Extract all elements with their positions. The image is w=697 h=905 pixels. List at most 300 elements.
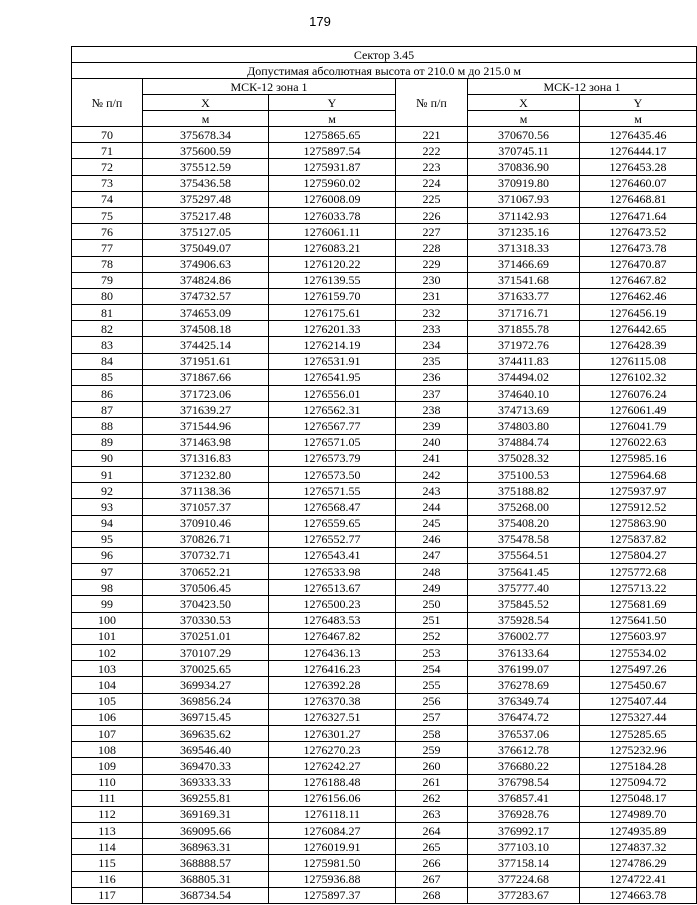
cell-num-right: 229 bbox=[396, 256, 468, 272]
table-row bbox=[72, 645, 697, 661]
cell-y-right: 1275094.72 bbox=[580, 774, 697, 790]
table-row bbox=[72, 677, 697, 693]
cell-x-left: 374824.86 bbox=[143, 272, 269, 288]
table-row bbox=[72, 742, 697, 758]
cell-y-left: 1275931.87 bbox=[269, 159, 396, 175]
cell-x-right: 375100.53 bbox=[468, 466, 580, 482]
cell-x-left: 371544.96 bbox=[143, 418, 269, 434]
cell-num-right: 251 bbox=[396, 612, 468, 628]
cell-x-left: 369856.24 bbox=[143, 693, 269, 709]
cell-y-right: 1276076.24 bbox=[580, 386, 697, 402]
cell-y-left: 1276033.78 bbox=[269, 207, 396, 223]
cell-num-left: 102 bbox=[72, 645, 143, 661]
cell-num-left: 94 bbox=[72, 515, 143, 531]
cell-y-right: 1276470.87 bbox=[580, 256, 697, 272]
cell-num-left: 73 bbox=[72, 175, 143, 191]
table-row bbox=[72, 871, 697, 887]
table-row bbox=[72, 337, 697, 353]
table-row bbox=[72, 790, 697, 806]
cell-num-left: 96 bbox=[72, 547, 143, 563]
cell-y-right: 1276041.79 bbox=[580, 418, 697, 434]
cell-y-right: 1275048.17 bbox=[580, 790, 697, 806]
cell-x-left: 371316.83 bbox=[143, 450, 269, 466]
cell-y-left: 1276008.09 bbox=[269, 191, 396, 207]
cell-y-right: 1275912.52 bbox=[580, 499, 697, 515]
cell-num-right: 240 bbox=[396, 434, 468, 450]
cell-x-left: 368734.54 bbox=[143, 887, 269, 903]
cell-y-left: 1275897.54 bbox=[269, 143, 396, 159]
cell-y-left: 1276175.61 bbox=[269, 305, 396, 321]
cell-num-right: 234 bbox=[396, 337, 468, 353]
table-row bbox=[72, 240, 697, 256]
cell-y-right: 1275184.28 bbox=[580, 758, 697, 774]
cell-x-left: 370652.21 bbox=[143, 564, 269, 580]
cell-x-right: 377283.67 bbox=[468, 887, 580, 903]
cell-num-right: 253 bbox=[396, 645, 468, 661]
cell-num-left: 90 bbox=[72, 450, 143, 466]
table-row bbox=[72, 580, 697, 596]
cell-y-left: 1276559.65 bbox=[269, 515, 396, 531]
cell-num-left: 111 bbox=[72, 790, 143, 806]
cell-num-right: 250 bbox=[396, 596, 468, 612]
cell-num-right: 248 bbox=[396, 564, 468, 580]
cell-num-right: 268 bbox=[396, 887, 468, 903]
cell-x-right: 370670.56 bbox=[468, 127, 580, 143]
cell-y-right: 1275407.44 bbox=[580, 693, 697, 709]
col-y-right: Y bbox=[580, 95, 697, 111]
cell-num-right: 241 bbox=[396, 450, 468, 466]
cell-y-right: 1276460.07 bbox=[580, 175, 697, 191]
cell-x-left: 371723.06 bbox=[143, 386, 269, 402]
cell-y-right: 1276473.52 bbox=[580, 224, 697, 240]
cell-y-left: 1275981.50 bbox=[269, 855, 396, 871]
cell-num-left: 106 bbox=[72, 709, 143, 725]
cell-num-right: 252 bbox=[396, 628, 468, 644]
cell-num-left: 72 bbox=[72, 159, 143, 175]
cell-y-left: 1276139.55 bbox=[269, 272, 396, 288]
table-row bbox=[72, 159, 697, 175]
cell-num-right: 232 bbox=[396, 305, 468, 321]
table-row bbox=[72, 531, 697, 547]
cell-num-left: 110 bbox=[72, 774, 143, 790]
cell-y-left: 1276500.23 bbox=[269, 596, 396, 612]
table-row bbox=[72, 839, 697, 855]
table-row bbox=[72, 887, 697, 903]
table-row bbox=[72, 143, 697, 159]
cell-num-left: 79 bbox=[72, 272, 143, 288]
cell-y-right: 1276115.08 bbox=[580, 353, 697, 369]
cell-num-right: 228 bbox=[396, 240, 468, 256]
table-row bbox=[72, 256, 697, 272]
cell-x-left: 369255.81 bbox=[143, 790, 269, 806]
cell-y-left: 1276513.67 bbox=[269, 580, 396, 596]
cell-y-left: 1276531.91 bbox=[269, 353, 396, 369]
table-row bbox=[72, 661, 697, 677]
cell-num-left: 100 bbox=[72, 612, 143, 628]
cell-num-left: 75 bbox=[72, 207, 143, 223]
cell-x-left: 369169.31 bbox=[143, 806, 269, 822]
cell-y-right: 1275964.68 bbox=[580, 466, 697, 482]
cell-y-left: 1276370.38 bbox=[269, 693, 396, 709]
cell-num-left: 107 bbox=[72, 725, 143, 741]
cell-num-right: 246 bbox=[396, 531, 468, 547]
unit-x-right: м bbox=[468, 111, 580, 127]
cell-y-left: 1276188.48 bbox=[269, 774, 396, 790]
cell-x-left: 371951.61 bbox=[143, 353, 269, 369]
cell-num-right: 230 bbox=[396, 272, 468, 288]
cell-num-right: 223 bbox=[396, 159, 468, 175]
cell-y-left: 1276533.98 bbox=[269, 564, 396, 580]
cell-x-left: 375217.48 bbox=[143, 207, 269, 223]
cell-y-right: 1274837.32 bbox=[580, 839, 697, 855]
cell-x-left: 370251.01 bbox=[143, 628, 269, 644]
cell-x-left: 371639.27 bbox=[143, 402, 269, 418]
cell-num-left: 70 bbox=[72, 127, 143, 143]
cell-y-left: 1276214.19 bbox=[269, 337, 396, 353]
cell-x-right: 371972.76 bbox=[468, 337, 580, 353]
sector-title: Сектор 3.45 bbox=[72, 47, 697, 63]
cell-y-right: 1276453.28 bbox=[580, 159, 697, 175]
cell-x-right: 375845.52 bbox=[468, 596, 580, 612]
cell-num-left: 91 bbox=[72, 466, 143, 482]
cell-y-left: 1276270.23 bbox=[269, 742, 396, 758]
table-row bbox=[72, 693, 697, 709]
cell-x-right: 375564.51 bbox=[468, 547, 580, 563]
col-x-right: X bbox=[468, 95, 580, 111]
cell-num-right: 259 bbox=[396, 742, 468, 758]
cell-x-right: 375641.45 bbox=[468, 564, 580, 580]
cell-num-left: 86 bbox=[72, 386, 143, 402]
cell-x-right: 375408.20 bbox=[468, 515, 580, 531]
cell-num-right: 227 bbox=[396, 224, 468, 240]
cell-x-right: 371716.71 bbox=[468, 305, 580, 321]
table-row bbox=[72, 758, 697, 774]
cell-y-left: 1275897.37 bbox=[269, 887, 396, 903]
cell-x-left: 369715.45 bbox=[143, 709, 269, 725]
cell-x-right: 374803.80 bbox=[468, 418, 580, 434]
cell-y-left: 1276573.79 bbox=[269, 450, 396, 466]
cell-x-left: 375678.34 bbox=[143, 127, 269, 143]
cell-num-left: 113 bbox=[72, 823, 143, 839]
cell-y-right: 1274989.70 bbox=[580, 806, 697, 822]
cell-x-right: 376133.64 bbox=[468, 645, 580, 661]
table-row bbox=[72, 483, 697, 499]
cell-num-left: 109 bbox=[72, 758, 143, 774]
cell-y-right: 1276456.19 bbox=[580, 305, 697, 321]
cell-y-left: 1276416.23 bbox=[269, 661, 396, 677]
cell-num-right: 233 bbox=[396, 321, 468, 337]
cell-y-right: 1274786.29 bbox=[580, 855, 697, 871]
cell-y-right: 1276462.46 bbox=[580, 288, 697, 304]
cell-x-right: 375188.82 bbox=[468, 483, 580, 499]
cell-num-left: 99 bbox=[72, 596, 143, 612]
cell-y-left: 1276120.22 bbox=[269, 256, 396, 272]
cell-num-right: 238 bbox=[396, 402, 468, 418]
cell-x-right: 377103.10 bbox=[468, 839, 580, 855]
cell-y-right: 1274663.78 bbox=[580, 887, 697, 903]
cell-num-left: 115 bbox=[72, 855, 143, 871]
cell-num-right: 255 bbox=[396, 677, 468, 693]
cell-num-left: 108 bbox=[72, 742, 143, 758]
cell-x-left: 370025.65 bbox=[143, 661, 269, 677]
table-row bbox=[72, 402, 697, 418]
cell-y-left: 1276567.77 bbox=[269, 418, 396, 434]
table-row bbox=[72, 806, 697, 822]
col-y-left: Y bbox=[269, 95, 396, 111]
table-row bbox=[72, 499, 697, 515]
cell-x-right: 374713.69 bbox=[468, 402, 580, 418]
cell-num-left: 80 bbox=[72, 288, 143, 304]
cell-num-left: 95 bbox=[72, 531, 143, 547]
cell-x-left: 374425.14 bbox=[143, 337, 269, 353]
cell-num-right: 239 bbox=[396, 418, 468, 434]
cell-num-right: 225 bbox=[396, 191, 468, 207]
cell-x-right: 374494.02 bbox=[468, 369, 580, 385]
cell-y-right: 1275497.26 bbox=[580, 661, 697, 677]
table-row bbox=[72, 596, 697, 612]
table-row bbox=[72, 321, 697, 337]
cell-x-right: 376928.76 bbox=[468, 806, 580, 822]
cell-x-left: 371463.98 bbox=[143, 434, 269, 450]
cell-x-left: 375297.48 bbox=[143, 191, 269, 207]
cell-num-right: 260 bbox=[396, 758, 468, 774]
cell-num-right: 244 bbox=[396, 499, 468, 515]
cell-num-right: 249 bbox=[396, 580, 468, 596]
table-row bbox=[72, 434, 697, 450]
cell-num-right: 261 bbox=[396, 774, 468, 790]
cell-y-left: 1276543.41 bbox=[269, 547, 396, 563]
cell-y-right: 1276428.39 bbox=[580, 337, 697, 353]
cell-num-right: 226 bbox=[396, 207, 468, 223]
table-row bbox=[72, 386, 697, 402]
cell-y-right: 1274722.41 bbox=[580, 871, 697, 887]
cell-x-right: 371541.68 bbox=[468, 272, 580, 288]
cell-x-left: 374732.57 bbox=[143, 288, 269, 304]
table-row bbox=[72, 369, 697, 385]
cell-x-left: 368963.31 bbox=[143, 839, 269, 855]
cell-x-right: 371235.16 bbox=[468, 224, 580, 240]
cell-x-right: 375478.58 bbox=[468, 531, 580, 547]
cell-num-right: 254 bbox=[396, 661, 468, 677]
cell-x-right: 376992.17 bbox=[468, 823, 580, 839]
cell-x-left: 369470.33 bbox=[143, 758, 269, 774]
cell-num-right: 267 bbox=[396, 871, 468, 887]
table-row bbox=[72, 564, 697, 580]
cell-num-left: 74 bbox=[72, 191, 143, 207]
cell-y-right: 1276102.32 bbox=[580, 369, 697, 385]
unit-y-left: м bbox=[269, 111, 396, 127]
table-row bbox=[72, 191, 697, 207]
cell-x-right: 376537.06 bbox=[468, 725, 580, 741]
cell-num-left: 88 bbox=[72, 418, 143, 434]
cell-num-left: 112 bbox=[72, 806, 143, 822]
cell-x-left: 371867.66 bbox=[143, 369, 269, 385]
cell-num-left: 76 bbox=[72, 224, 143, 240]
cell-num-right: 242 bbox=[396, 466, 468, 482]
cell-x-left: 370732.71 bbox=[143, 547, 269, 563]
cell-x-left: 370423.50 bbox=[143, 596, 269, 612]
cell-x-right: 371633.77 bbox=[468, 288, 580, 304]
cell-num-left: 104 bbox=[72, 677, 143, 693]
col-system-right: МСК-12 зона 1 bbox=[468, 79, 697, 95]
cell-num-right: 256 bbox=[396, 693, 468, 709]
cell-y-right: 1274935.89 bbox=[580, 823, 697, 839]
cell-x-right: 371067.93 bbox=[468, 191, 580, 207]
cell-num-left: 89 bbox=[72, 434, 143, 450]
cell-y-left: 1276084.27 bbox=[269, 823, 396, 839]
cell-num-right: 236 bbox=[396, 369, 468, 385]
col-num-right: № п/п bbox=[396, 79, 468, 127]
cell-x-left: 370330.53 bbox=[143, 612, 269, 628]
cell-x-right: 371142.93 bbox=[468, 207, 580, 223]
cell-x-right: 370919.80 bbox=[468, 175, 580, 191]
cell-y-left: 1276019.91 bbox=[269, 839, 396, 855]
cell-y-right: 1275863.90 bbox=[580, 515, 697, 531]
table-row bbox=[72, 774, 697, 790]
col-system-left: МСК-12 зона 1 bbox=[143, 79, 396, 95]
cell-num-right: 266 bbox=[396, 855, 468, 871]
cell-x-right: 376474.72 bbox=[468, 709, 580, 725]
col-num-left: № п/п bbox=[72, 79, 143, 127]
table-row bbox=[72, 288, 697, 304]
cell-y-left: 1276573.50 bbox=[269, 466, 396, 482]
cell-y-left: 1276392.28 bbox=[269, 677, 396, 693]
cell-y-right: 1276467.82 bbox=[580, 272, 697, 288]
table-row bbox=[72, 612, 697, 628]
cell-y-right: 1276471.64 bbox=[580, 207, 697, 223]
cell-num-left: 114 bbox=[72, 839, 143, 855]
cell-y-right: 1276444.17 bbox=[580, 143, 697, 159]
cell-num-left: 81 bbox=[72, 305, 143, 321]
cell-x-right: 374640.10 bbox=[468, 386, 580, 402]
cell-x-right: 377224.68 bbox=[468, 871, 580, 887]
col-x-left: X bbox=[143, 95, 269, 111]
table-row bbox=[72, 450, 697, 466]
cell-x-left: 369934.27 bbox=[143, 677, 269, 693]
cell-x-left: 368888.57 bbox=[143, 855, 269, 871]
table-row bbox=[72, 127, 697, 143]
cell-num-left: 92 bbox=[72, 483, 143, 499]
table-row bbox=[72, 515, 697, 531]
cell-y-right: 1275713.22 bbox=[580, 580, 697, 596]
table-row bbox=[72, 466, 697, 482]
cell-x-left: 370506.45 bbox=[143, 580, 269, 596]
cell-num-left: 71 bbox=[72, 143, 143, 159]
cell-y-right: 1276061.49 bbox=[580, 402, 697, 418]
cell-num-left: 85 bbox=[72, 369, 143, 385]
cell-x-left: 371138.36 bbox=[143, 483, 269, 499]
cell-num-left: 82 bbox=[72, 321, 143, 337]
cell-num-left: 87 bbox=[72, 402, 143, 418]
cell-x-right: 376199.07 bbox=[468, 661, 580, 677]
cell-num-right: 265 bbox=[396, 839, 468, 855]
cell-y-left: 1276156.06 bbox=[269, 790, 396, 806]
table-row bbox=[72, 305, 697, 321]
cell-y-left: 1276083.21 bbox=[269, 240, 396, 256]
coordinates-table bbox=[71, 46, 697, 904]
cell-x-left: 370910.46 bbox=[143, 515, 269, 531]
cell-x-left: 374653.09 bbox=[143, 305, 269, 321]
cell-x-left: 371057.37 bbox=[143, 499, 269, 515]
cell-num-left: 117 bbox=[72, 887, 143, 903]
cell-num-right: 245 bbox=[396, 515, 468, 531]
cell-y-left: 1275865.65 bbox=[269, 127, 396, 143]
cell-x-right: 370745.11 bbox=[468, 143, 580, 159]
cell-y-left: 1276483.53 bbox=[269, 612, 396, 628]
cell-y-right: 1275450.67 bbox=[580, 677, 697, 693]
cell-y-left: 1276436.13 bbox=[269, 645, 396, 661]
cell-x-left: 369095.66 bbox=[143, 823, 269, 839]
cell-y-right: 1275985.16 bbox=[580, 450, 697, 466]
cell-y-right: 1275285.65 bbox=[580, 725, 697, 741]
cell-y-right: 1276435.46 bbox=[580, 127, 697, 143]
cell-num-right: 222 bbox=[396, 143, 468, 159]
table-row bbox=[72, 418, 697, 434]
cell-num-right: 247 bbox=[396, 547, 468, 563]
cell-num-left: 78 bbox=[72, 256, 143, 272]
cell-x-left: 375512.59 bbox=[143, 159, 269, 175]
cell-y-left: 1276552.77 bbox=[269, 531, 396, 547]
table-row bbox=[72, 207, 697, 223]
cell-num-right: 264 bbox=[396, 823, 468, 839]
cell-y-left: 1276301.27 bbox=[269, 725, 396, 741]
table-row bbox=[72, 725, 697, 741]
cell-x-left: 371232.80 bbox=[143, 466, 269, 482]
cell-num-right: 224 bbox=[396, 175, 468, 191]
cell-num-right: 262 bbox=[396, 790, 468, 806]
table-row bbox=[72, 175, 697, 191]
cell-y-left: 1276061.11 bbox=[269, 224, 396, 240]
cell-num-left: 116 bbox=[72, 871, 143, 887]
cell-y-left: 1276556.01 bbox=[269, 386, 396, 402]
cell-num-right: 263 bbox=[396, 806, 468, 822]
cell-num-right: 235 bbox=[396, 353, 468, 369]
cell-x-right: 371318.33 bbox=[468, 240, 580, 256]
height-range: Допустимая абсолютная высота от 210.0 м до 215.0 м bbox=[72, 63, 697, 79]
cell-x-left: 370107.29 bbox=[143, 645, 269, 661]
cell-num-left: 97 bbox=[72, 564, 143, 580]
cell-num-right: 243 bbox=[396, 483, 468, 499]
cell-y-right: 1275937.97 bbox=[580, 483, 697, 499]
cell-x-right: 376349.74 bbox=[468, 693, 580, 709]
cell-num-right: 258 bbox=[396, 725, 468, 741]
cell-y-left: 1276201.33 bbox=[269, 321, 396, 337]
cell-x-right: 377158.14 bbox=[468, 855, 580, 871]
table-row bbox=[72, 709, 697, 725]
table-row bbox=[72, 224, 697, 240]
unit-y-right: м bbox=[580, 111, 697, 127]
cell-y-left: 1276118.11 bbox=[269, 806, 396, 822]
cell-y-left: 1275960.02 bbox=[269, 175, 396, 191]
cell-x-right: 376857.41 bbox=[468, 790, 580, 806]
cell-x-left: 369333.33 bbox=[143, 774, 269, 790]
cell-y-right: 1275772.68 bbox=[580, 564, 697, 580]
cell-x-right: 376278.69 bbox=[468, 677, 580, 693]
cell-y-right: 1275603.97 bbox=[580, 628, 697, 644]
unit-x-left: м bbox=[143, 111, 269, 127]
cell-y-right: 1275534.02 bbox=[580, 645, 697, 661]
cell-y-left: 1276327.51 bbox=[269, 709, 396, 725]
cell-x-right: 371855.78 bbox=[468, 321, 580, 337]
cell-num-left: 98 bbox=[72, 580, 143, 596]
table-row bbox=[72, 823, 697, 839]
cell-num-right: 231 bbox=[396, 288, 468, 304]
cell-num-right: 221 bbox=[396, 127, 468, 143]
cell-x-left: 369635.62 bbox=[143, 725, 269, 741]
page-number: 179 bbox=[309, 14, 331, 29]
cell-x-right: 376612.78 bbox=[468, 742, 580, 758]
cell-y-left: 1276242.27 bbox=[269, 758, 396, 774]
